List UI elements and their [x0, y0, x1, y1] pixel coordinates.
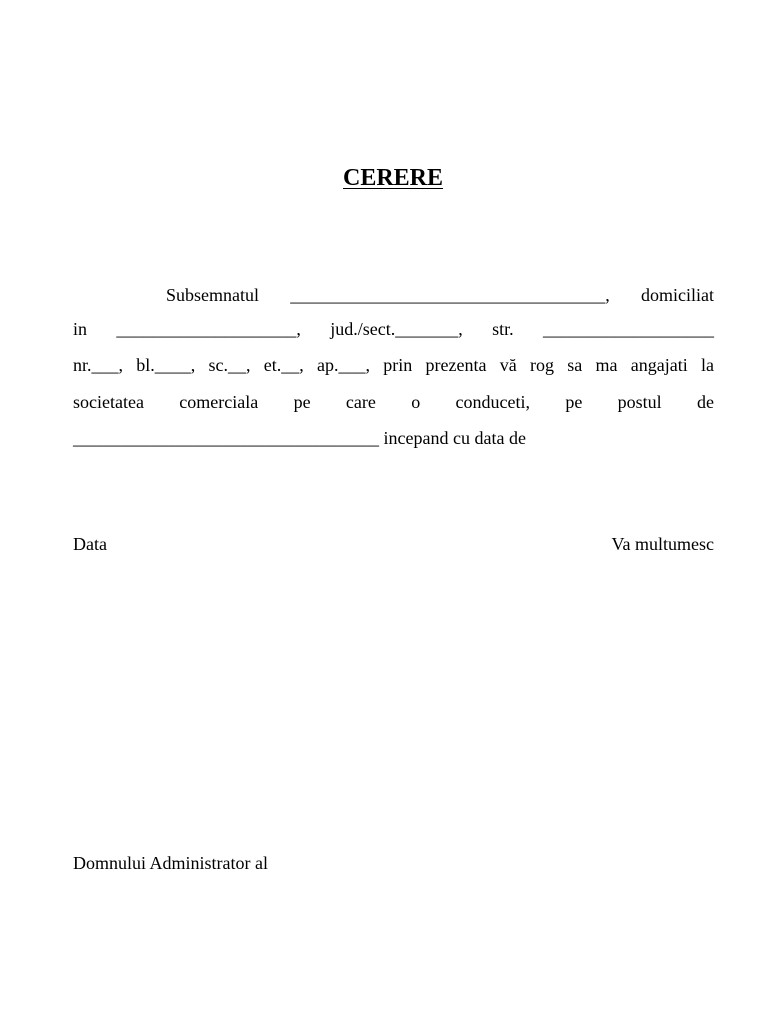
- body-line-1-text: Subsemnatul ___________________________________, domiciliat: [166, 285, 714, 305]
- closing-text: Va multumesc: [611, 534, 714, 554]
- body-line-1: [73, 284, 714, 306]
- date-label: Data: [73, 534, 107, 554]
- body-line-4: societatea comerciala pe care o conduceti, pe postul de: [73, 392, 714, 412]
- body-line-2: in ____________________, jud./sect._______, str. ___________________: [73, 319, 714, 339]
- document-title: CERERE: [342, 165, 444, 191]
- body-line-5: __________________________________ incepand cu data de: [73, 428, 526, 448]
- addressee-line: Domnului Administrator al: [73, 853, 268, 873]
- body-line-3: nr.___, bl.____, sc.__, et.__, ap.___, prin prezenta vă rog sa ma angajati la: [73, 355, 714, 375]
